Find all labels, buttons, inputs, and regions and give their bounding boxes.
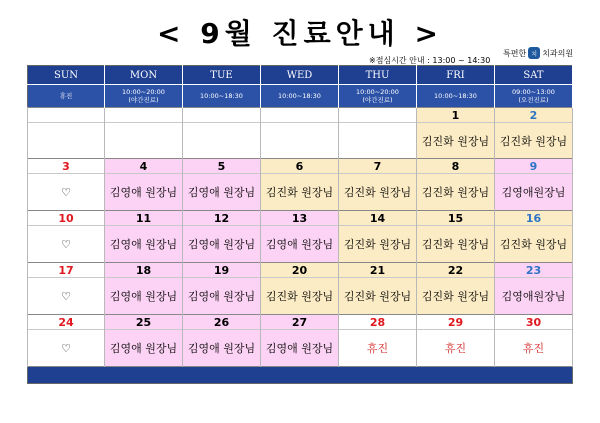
- doctor-cell: 김영애원장님: [495, 278, 573, 315]
- closed-cell: 휴진: [495, 330, 573, 367]
- doctor-row: [28, 123, 573, 159]
- hours-line: 10:00~18:30: [434, 92, 477, 100]
- doctor-cell: 김진화 원장님: [495, 226, 573, 263]
- hours-line: 10:00~20:00: [356, 88, 399, 96]
- date-number: 23: [495, 263, 573, 278]
- hours-fri: [417, 85, 495, 108]
- hours-wed: [261, 85, 339, 108]
- date-number: 5: [183, 159, 261, 174]
- empty-cell: [28, 123, 105, 159]
- doctor-cell: 김진화 원장님: [417, 226, 495, 263]
- doctor-cell: 김영애 원장님: [105, 174, 183, 211]
- date-number: 4: [105, 159, 183, 174]
- doctor-cell: 김진화 원장님: [495, 123, 573, 159]
- tooth-icon: 치: [528, 47, 540, 59]
- doctor-cell: 김영애 원장님: [183, 226, 261, 263]
- date-number: 2: [495, 108, 573, 123]
- hours-sat: [495, 85, 573, 108]
- date-number: 9: [495, 159, 573, 174]
- doctor-cell: 김영애 원장님: [183, 174, 261, 211]
- doctor-row: [28, 330, 573, 367]
- date-number: 6: [261, 159, 339, 174]
- closed-cell: 휴진: [417, 330, 495, 367]
- date-number: 30: [495, 315, 573, 330]
- doctor-cell: 김영애 원장님: [183, 278, 261, 315]
- doctor-cell: 김영애 원장님: [105, 278, 183, 315]
- hours-line: 10:00~18:30: [200, 92, 243, 100]
- empty-cell: [261, 123, 339, 159]
- hours-note: (야간진료): [128, 96, 159, 104]
- doctor-row: [28, 174, 573, 211]
- date-number: 21: [339, 263, 417, 278]
- date-number: 25: [105, 315, 183, 330]
- doctor-row: [28, 278, 573, 315]
- heart-icon: ♡: [28, 278, 105, 315]
- doctor-cell: 김영애 원장님: [105, 226, 183, 263]
- weekday-thu: THU: [339, 66, 417, 85]
- hours-row: [28, 85, 573, 108]
- doctor-cell: 김진화 원장님: [417, 123, 495, 159]
- empty-cell: [183, 123, 261, 159]
- date-number: [105, 108, 183, 123]
- date-number: 28: [339, 315, 417, 330]
- hours-line: 10:00~20:00: [122, 88, 165, 96]
- weekday-sat: SAT: [495, 66, 573, 85]
- doctor-cell: 김영애 원장님: [261, 226, 339, 263]
- weekday-sun: SUN: [28, 66, 105, 85]
- empty-cell: [339, 123, 417, 159]
- date-number: 18: [105, 263, 183, 278]
- hours-mon: [105, 85, 183, 108]
- weekday-wed: WED: [261, 66, 339, 85]
- hours-sun: [28, 85, 105, 108]
- date-number: 16: [495, 211, 573, 226]
- date-number: 24: [28, 315, 105, 330]
- doctor-cell: 김진화 원장님: [261, 174, 339, 211]
- hours-line: 휴진: [59, 92, 73, 100]
- doctor-cell: 김진화 원장님: [339, 278, 417, 315]
- date-row: [28, 263, 573, 278]
- heart-icon: ♡: [28, 174, 105, 211]
- hours-line: 10:00~18:30: [278, 92, 321, 100]
- date-number: 22: [417, 263, 495, 278]
- date-number: 10: [28, 211, 105, 226]
- date-number: [183, 108, 261, 123]
- date-number: 13: [261, 211, 339, 226]
- empty-cell: [105, 123, 183, 159]
- weekday-mon: MON: [105, 66, 183, 85]
- weekday-fri: FRI: [417, 66, 495, 85]
- doctor-cell: 김영애 원장님: [261, 330, 339, 367]
- weekday-header-row: [28, 66, 573, 85]
- clinic-logo-text-right: 치과의원: [542, 48, 574, 58]
- closed-cell: 휴진: [339, 330, 417, 367]
- hours-thu: [339, 85, 417, 108]
- doctor-cell: 김영애 원장님: [105, 330, 183, 367]
- date-number: 14: [339, 211, 417, 226]
- date-number: 20: [261, 263, 339, 278]
- doctor-cell: 김진화 원장님: [417, 278, 495, 315]
- lunch-time-note: ※점심시간 안내 : 13:00 ~ 14:30: [369, 56, 491, 65]
- footer-bar-cell: [28, 367, 573, 384]
- doctor-cell: 김진화 원장님: [339, 174, 417, 211]
- doctor-cell: 김진화 원장님: [261, 278, 339, 315]
- date-number: 7: [339, 159, 417, 174]
- calendar-body: [28, 108, 573, 367]
- date-number: 11: [105, 211, 183, 226]
- date-row: [28, 315, 573, 330]
- doctor-cell: 김영애원장님: [495, 174, 573, 211]
- date-number: 15: [417, 211, 495, 226]
- weekday-tue: TUE: [183, 66, 261, 85]
- clinic-logo: [503, 46, 573, 60]
- doctor-row: [28, 226, 573, 263]
- footer-bar: [28, 367, 573, 384]
- clinic-logo-text-left: 특편한: [503, 48, 527, 58]
- hours-line: 09:00~13:00: [512, 88, 555, 96]
- date-number: 19: [183, 263, 261, 278]
- date-number: 29: [417, 315, 495, 330]
- hours-tue: [183, 85, 261, 108]
- date-number: [261, 108, 339, 123]
- doctor-cell: 김진화 원장님: [339, 226, 417, 263]
- doctor-cell: 김영애 원장님: [183, 330, 261, 367]
- hours-note: (오전진료): [518, 96, 549, 104]
- date-number: 26: [183, 315, 261, 330]
- date-number: 3: [28, 159, 105, 174]
- date-row: [28, 211, 573, 226]
- doctor-cell: 김진화 원장님: [417, 174, 495, 211]
- date-number: 1: [417, 108, 495, 123]
- date-number: 8: [417, 159, 495, 174]
- hours-note: (야간진료): [362, 96, 393, 104]
- date-number: [28, 108, 105, 123]
- page-title: < 9월 진료안내 >: [157, 17, 443, 50]
- date-number: 12: [183, 211, 261, 226]
- date-number: [339, 108, 417, 123]
- date-row: [28, 159, 573, 174]
- date-number: 27: [261, 315, 339, 330]
- schedule-table: [27, 65, 573, 384]
- heart-icon: ♡: [28, 226, 105, 263]
- heart-icon: ♡: [28, 330, 105, 367]
- date-number: 17: [28, 263, 105, 278]
- date-row: [28, 108, 573, 123]
